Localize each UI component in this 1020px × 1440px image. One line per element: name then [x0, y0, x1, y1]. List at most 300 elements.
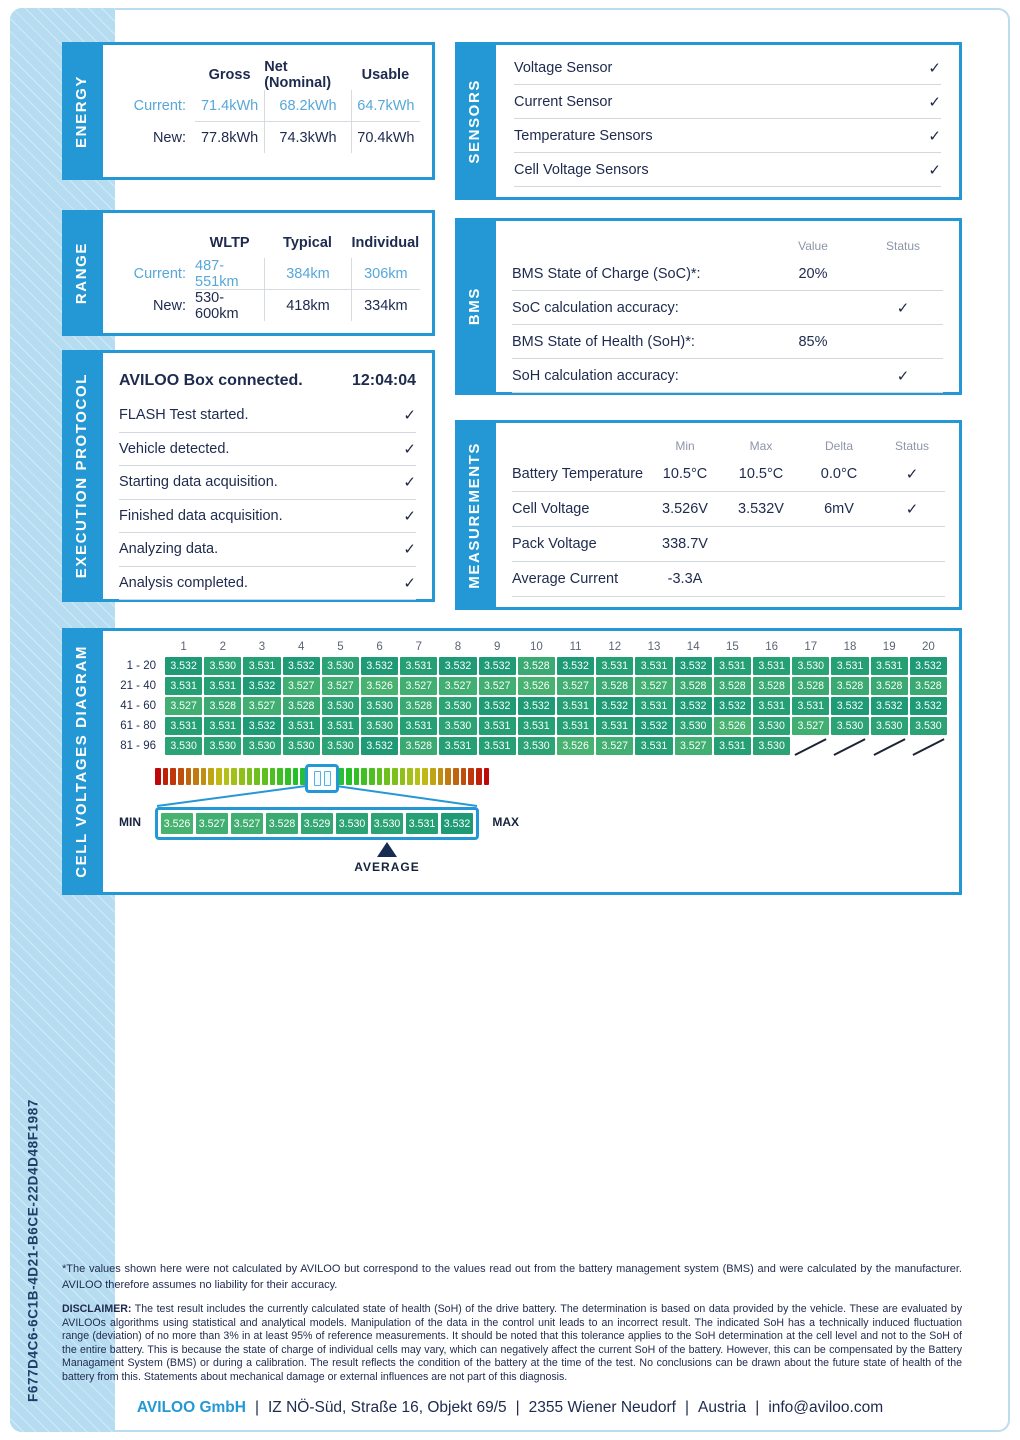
cv-value-cell: 3.531: [635, 697, 672, 715]
column-header: Gross: [208, 66, 251, 83]
cv-value-cell: 3.531: [792, 697, 829, 715]
cv-value-cell: 3.530: [243, 737, 280, 755]
cv-value-cell: 3.528: [204, 697, 241, 715]
color-bar-segment: [270, 768, 276, 785]
energy-tab-label: ENERGY: [72, 74, 90, 148]
color-bar-segment: [430, 768, 436, 785]
cv-value-cell: 3.531: [753, 657, 790, 675]
cv-value-cell: 3.531: [165, 717, 202, 735]
measurement-label: Average Current: [512, 571, 619, 587]
color-bar-segment: [239, 768, 245, 785]
check-icon: ✓: [403, 541, 416, 559]
cell-voltages-tab: [62, 628, 100, 895]
cv-column-number: 4: [297, 641, 305, 653]
cv-value-cell: 3.531: [596, 717, 633, 735]
cv-value-cell: 3.532: [439, 657, 476, 675]
bms-header-row: [512, 229, 943, 257]
protocol-step-label: Analyzing data.: [119, 541, 219, 558]
measurement-value: 10.5°C: [662, 466, 708, 482]
sensors-content: [493, 42, 962, 200]
check-icon: ✓: [928, 93, 941, 111]
cv-value-cell: 3.532: [165, 657, 202, 675]
zoom-strip-cell: 3.526: [161, 813, 193, 834]
protocol-step-row: [119, 399, 416, 433]
cv-value-cell: 3.531: [400, 717, 437, 735]
color-bar-segment: [476, 768, 482, 785]
column-header: Individual: [351, 234, 420, 251]
zoom-strip-cell: 3.530: [371, 813, 403, 834]
cv-value-cell: 3.532: [871, 697, 908, 715]
color-bar-segment: [377, 768, 383, 785]
footer-separator: |: [515, 1399, 520, 1416]
cv-row-label: 61 - 80: [120, 720, 156, 732]
bms-tab-label: BMS: [465, 287, 483, 326]
footer-item: 2355 Wiener Neudorf: [528, 1399, 676, 1416]
stat-value: 334km: [351, 290, 420, 321]
bms-row-value: 85%: [798, 333, 828, 350]
footer: [0, 1399, 1020, 1417]
bms-row-label: BMS State of Health (SoH)*:: [512, 333, 695, 350]
cv-column-number: 6: [376, 641, 383, 653]
range-tab: [62, 210, 100, 336]
zoom-strip-cell: 3.528: [266, 813, 298, 834]
stat-value: 306km: [351, 258, 420, 290]
measurements-content: [493, 420, 962, 610]
execution-protocol-tab-label: EXECUTION PROTOCOL: [72, 373, 90, 579]
zoom-strip-cell: 3.532: [441, 813, 473, 834]
cv-value-cell: 3.532: [243, 717, 280, 735]
measurement-label: Cell Voltage: [512, 501, 590, 517]
cv-value-cell: 3.532: [283, 657, 320, 675]
scale-connector-lines: [155, 785, 555, 807]
stat-value: 530-600km: [195, 289, 239, 322]
cv-value-cell: 3.527: [400, 677, 437, 695]
stat-value: 68.2kWh: [264, 90, 351, 122]
cv-value-cell: 3.528: [792, 677, 829, 695]
protocol-step-label: FLASH Test started.: [119, 407, 249, 424]
cv-value-cell: 3.530: [753, 737, 790, 755]
cv-value-cell: 3.526: [557, 737, 594, 755]
average-marker-icon: [377, 842, 397, 857]
measurement-label: Battery Temperature: [512, 466, 644, 482]
color-bar-segment: [231, 768, 237, 785]
execution-protocol-tab: [62, 350, 100, 602]
certificate-id: F677D4C6-6C1B-4D21-B6CE-22D4D48F1987: [25, 1099, 41, 1402]
spacer: [512, 453, 647, 457]
bms-section: [455, 218, 962, 395]
protocol-step-label: Vehicle detected.: [119, 440, 230, 457]
range-table: [103, 213, 432, 327]
protocol-step-row: [119, 433, 416, 467]
stat-value: 70.4kWh: [351, 122, 420, 153]
stat-value: 418km: [264, 290, 351, 321]
cv-row-label: 1 - 20: [126, 660, 156, 672]
color-bar-segment: [461, 768, 467, 785]
spacer: [512, 229, 763, 257]
cv-value-cell: 3.528: [753, 677, 790, 695]
bms-rows: [512, 257, 943, 393]
measurements-section: [455, 420, 962, 610]
sensor-row: [514, 51, 941, 85]
cv-column-number: 18: [843, 641, 857, 653]
range-section: [62, 210, 435, 336]
cv-value-cell: 3.532: [596, 697, 633, 715]
column-header: Typical: [283, 234, 332, 251]
average-marker-zone: [155, 837, 585, 879]
cell-voltages-section: [62, 628, 962, 895]
bms-row: [512, 291, 943, 325]
cv-column-number: 16: [765, 641, 778, 653]
cv-column-number: 11: [569, 641, 582, 653]
cv-value-cell: 3.531: [871, 657, 908, 675]
measurements-tab: [455, 420, 493, 610]
cv-value-cell: 3.531: [635, 737, 672, 755]
check-icon: ✓: [905, 466, 919, 483]
measurement-value: 0.0°C: [820, 466, 858, 482]
disclaimer-text: [62, 1303, 962, 1384]
cv-value-cell: 3.530: [361, 697, 398, 715]
cv-column-number: 13: [647, 641, 661, 653]
cv-row-label: 21 - 40: [120, 680, 156, 692]
delta-column-header: Delta: [824, 439, 853, 453]
color-bar-segment: [193, 768, 199, 785]
range-content: [100, 210, 435, 336]
cv-column-number: 8: [454, 641, 462, 653]
protocol-step-label: Finished data acquisition.: [119, 507, 283, 524]
cv-value-cell: 3.531: [439, 737, 476, 755]
sensor-row: [514, 85, 941, 119]
spacer: [109, 227, 195, 258]
cv-value-cell: 3.530: [322, 737, 359, 755]
cv-column-number: 20: [922, 641, 935, 653]
footer-item: Austria: [698, 1399, 747, 1416]
energy-content: [100, 42, 435, 180]
cv-value-cell: 3.527: [635, 677, 672, 695]
protocol-step-label: Analysis completed.: [119, 574, 248, 591]
disclaimer-body: The test result includes the currently calculated state of health (SoH) of the drive battery. The determination is based on data provided by the vehicle. These are evaluated by AVILOOs algorithms using statistical and analytical models. Manipulation of the data in the control unit leads to an incorrect result. The indicated SoH has a technically induced fluctuation range (deviation) of no more than 3% in at least 95% of reference measurements. It should be noted that this tolerance applies to the SoH determination at the cell level and not to the SoH of the entire battery. This is because the state of charge of individual cells may vary, which can negatively affect the current SoH of the battery. However, this can be compensated by the Battery Managament System (BMS) or during a calibration. The result reflects the condition of the battery at the time of the test. No conclusions can be drawn about the future state of health of the battery from this. Statements about mechanical damage or external influences are not part of this diagnosis.: [62, 1303, 962, 1383]
color-bar-segment: [392, 768, 398, 785]
protocol-step-label: Starting data acquisition.: [119, 474, 278, 491]
stat-value: 487-551km: [195, 258, 264, 290]
sensor-row: [514, 119, 941, 153]
cv-column-number: 14: [686, 641, 700, 653]
color-bar-segment: [155, 768, 161, 785]
color-bar-segment: [438, 768, 444, 785]
zoom-strip-row: [119, 807, 519, 837]
max-column-header: Max: [749, 439, 773, 453]
cv-value-cell: 3.528: [400, 697, 437, 715]
cv-value-cell: 3.532: [831, 697, 868, 715]
check-icon: ✓: [403, 474, 416, 492]
check-icon: ✓: [928, 127, 941, 145]
box-connected-label: AVILOO Box connected.: [119, 372, 303, 389]
row-label: New:: [152, 129, 186, 146]
bms-status-column-header: Status: [885, 239, 921, 253]
cv-value-cell: 3.531: [204, 717, 241, 735]
bms-row-label: BMS State of Charge (SoC)*:: [512, 265, 701, 282]
measurement-row: [512, 527, 945, 562]
sensor-label: Voltage Sensor: [514, 59, 613, 76]
cv-value-cell: 3.531: [714, 657, 751, 675]
cv-value-cell: 3.526: [714, 717, 751, 735]
footer-item: IZ NÖ-Süd, Straße 16, Objekt 69/5: [267, 1399, 507, 1416]
cv-value-cell: 3.531: [165, 677, 202, 695]
color-bar-segment: [400, 768, 406, 785]
sensor-label: Cell Voltage Sensors: [514, 161, 649, 178]
check-icon: ✓: [905, 501, 919, 518]
sensors-list: [514, 51, 941, 187]
bms-row-value: 20%: [798, 265, 828, 282]
cv-value-cell: 3.527: [596, 737, 633, 755]
protocol-step-row: [119, 533, 416, 567]
cv-value-cell: 3.531: [518, 717, 555, 735]
min-label: MIN: [119, 815, 141, 829]
cv-column-number: 5: [337, 641, 344, 653]
cv-value-cell: 3.532: [910, 657, 947, 675]
color-bar-segment: [338, 768, 344, 785]
cell-voltage-table: [113, 639, 947, 755]
check-icon: ✓: [896, 299, 910, 317]
row-label: Current:: [133, 97, 186, 114]
cv-value-cell: 3.530: [204, 657, 241, 675]
zoom-strip-cell: 3.527: [196, 813, 228, 834]
cv-column-number: 15: [726, 641, 739, 653]
zoom-strip: [155, 807, 479, 840]
execution-steps: [119, 399, 416, 600]
footer-item: info@aviloo.com: [768, 1399, 884, 1416]
check-icon: ✓: [928, 59, 941, 77]
cv-value-cell: 3.530: [361, 717, 398, 735]
cv-value-cell: 3.531: [714, 737, 751, 755]
status-column-header: Status: [894, 439, 930, 453]
bms-row: [512, 359, 943, 393]
color-bar-segment: [178, 768, 184, 785]
execution-protocol-content: [100, 350, 435, 602]
measurement-value: 3.532V: [738, 501, 784, 517]
color-bar-segment: [247, 768, 253, 785]
cv-value-cell: 3.531: [831, 657, 868, 675]
cv-value-cell: 3.528: [675, 677, 712, 695]
protocol-step-row: [119, 500, 416, 534]
stat-value: 77.8kWh: [200, 129, 259, 146]
color-bar-segment: [354, 768, 360, 785]
cv-value-cell: 3.528: [596, 677, 633, 695]
cv-value-cell: 3.527: [479, 677, 516, 695]
zoom-strip-cell: 3.530: [336, 813, 368, 834]
cv-value-cell: 3.527: [322, 677, 359, 695]
check-icon: ✓: [403, 407, 416, 425]
cv-value-cell: 3.528: [714, 677, 751, 695]
spacer: [109, 59, 195, 90]
cv-value-cell: 3.532: [910, 697, 947, 715]
cv-row-label: 41 - 60: [120, 700, 156, 712]
cv-column-number: 9: [493, 641, 501, 653]
color-bar-segment: [384, 768, 390, 785]
cv-value-cell: 3.530: [322, 657, 359, 675]
cv-empty-cell: [831, 737, 868, 755]
cv-value-cell: 3.530: [283, 737, 320, 755]
cv-value-cell: 3.527: [675, 737, 712, 755]
cv-column-number: 1: [180, 641, 187, 653]
energy-tab: [62, 42, 100, 180]
check-icon: ✓: [403, 574, 416, 592]
color-bar-segment: [201, 768, 207, 785]
cv-value-cell: 3.530: [322, 697, 359, 715]
measurement-value: 338.7V: [662, 536, 708, 552]
color-bar-segment: [484, 768, 490, 785]
zoom-strip-cell: 3.531: [406, 813, 438, 834]
stat-value: 64.7kWh: [351, 90, 420, 122]
column-header: Usable: [361, 66, 410, 83]
cv-value-cell: 3.528: [831, 677, 868, 695]
cv-value-cell: 3.527: [792, 717, 829, 735]
color-bar-segment: [369, 768, 375, 785]
color-bar-segment: [186, 768, 192, 785]
cv-value-cell: 3.531: [479, 717, 516, 735]
cv-value-cell: 3.530: [792, 657, 829, 675]
energy-table: [103, 45, 432, 159]
execution-header-row: [119, 363, 416, 399]
color-bar-segment: [224, 768, 230, 785]
color-bar-segment: [262, 768, 268, 785]
range-tab-label: RANGE: [72, 241, 90, 305]
cv-empty-cell: [910, 737, 947, 755]
connection-time: 12:04:04: [351, 372, 416, 389]
cv-value-cell: 3.526: [361, 677, 398, 695]
footer-address: [246, 1399, 883, 1416]
color-bar-segment: [208, 768, 214, 785]
cv-value-cell: 3.530: [518, 737, 555, 755]
sensors-section: [455, 42, 962, 200]
color-bar-segment: [254, 768, 260, 785]
cv-value-cell: 3.528: [283, 697, 320, 715]
footer-separator: |: [755, 1399, 760, 1416]
cv-value-cell: 3.531: [753, 697, 790, 715]
cv-value-cell: 3.528: [910, 677, 947, 695]
cv-value-cell: 3.527: [439, 677, 476, 695]
cv-column-number: 3: [258, 641, 266, 653]
cv-empty-cell: [792, 737, 829, 755]
cv-value-cell: 3.530: [675, 717, 712, 735]
cv-column-number: 2: [219, 641, 226, 653]
cv-value-cell: 3.531: [204, 677, 241, 695]
cv-value-cell: 3.532: [243, 677, 280, 695]
color-bar-segment: [361, 768, 367, 785]
cv-value-cell: 3.531: [557, 717, 594, 735]
cv-value-cell: 3.530: [439, 717, 476, 735]
cv-value-cell: 3.526: [518, 677, 555, 695]
cv-row-label: 81 - 96: [120, 740, 156, 752]
cv-empty-cell: [871, 737, 908, 755]
cv-value-cell: 3.531: [635, 657, 672, 675]
color-bar-segment: [285, 768, 291, 785]
company-name: AVILOO GmbH: [136, 1399, 246, 1416]
measurements-header-row: [512, 431, 945, 457]
footer-separator: |: [254, 1399, 259, 1416]
sensors-tab: [455, 42, 493, 200]
stat-value: 384km: [264, 258, 351, 290]
cv-value-cell: 3.531: [596, 657, 633, 675]
measurement-row: [512, 457, 945, 492]
cv-value-cell: 3.532: [479, 657, 516, 675]
measurement-row: [512, 492, 945, 527]
color-bar-segment: [216, 768, 222, 785]
check-icon: ✓: [403, 440, 416, 458]
bms-row: [512, 257, 943, 291]
cv-value-cell: 3.532: [675, 697, 712, 715]
row-label: New:: [152, 297, 186, 314]
color-bar-segment: [422, 768, 428, 785]
cv-value-cell: 3.530: [165, 737, 202, 755]
max-label: MAX: [492, 815, 519, 829]
protocol-step-row: [119, 567, 416, 601]
cv-value-cell: 3.532: [635, 717, 672, 735]
cv-value-cell: 3.531: [243, 657, 280, 675]
cell-voltages-content: [100, 628, 962, 895]
row-label: Current:: [133, 265, 186, 282]
cv-value-cell: 3.531: [479, 737, 516, 755]
measurement-label: Pack Voltage: [512, 536, 597, 552]
cv-value-cell: 3.532: [361, 657, 398, 675]
color-bar-segment: [293, 768, 299, 785]
cv-value-cell: 3.530: [439, 697, 476, 715]
cv-value-cell: 3.530: [831, 717, 868, 735]
sensors-tab-label: SENSORS: [465, 78, 483, 164]
cv-value-cell: 3.532: [361, 737, 398, 755]
cv-column-number: 10: [530, 641, 543, 653]
stat-value: 74.3kWh: [264, 122, 351, 153]
cv-value-cell: 3.531: [400, 657, 437, 675]
check-icon: ✓: [928, 161, 941, 179]
footer-separator: |: [685, 1399, 690, 1416]
average-label: AVERAGE: [354, 860, 420, 874]
check-icon: ✓: [896, 367, 910, 385]
color-bar-segment: [163, 768, 169, 785]
cv-value-cell: 3.530: [753, 717, 790, 735]
scale-zoom-window: [305, 764, 339, 793]
bms-row: [512, 325, 943, 359]
sensor-label: Current Sensor: [514, 93, 613, 110]
cv-value-cell: 3.531: [283, 717, 320, 735]
column-header: Net (Nominal): [264, 58, 332, 91]
cv-value-cell: 3.527: [243, 697, 280, 715]
voltage-scale-assembly: [119, 768, 585, 879]
bms-row-label: SoH calculation accuracy:: [512, 367, 679, 384]
cv-column-number: 12: [608, 641, 622, 653]
cv-value-cell: 3.532: [479, 697, 516, 715]
execution-protocol-section: [62, 350, 435, 602]
column-header: WLTP: [209, 234, 250, 251]
energy-section: [62, 42, 435, 180]
voltage-color-bar: [155, 768, 489, 785]
cv-value-cell: 3.532: [714, 697, 751, 715]
color-bar-segment: [445, 768, 451, 785]
cv-value-cell: 3.527: [165, 697, 202, 715]
stat-value: 71.4kWh: [195, 90, 264, 122]
color-bar-segment: [277, 768, 283, 785]
color-bar-segment: [415, 768, 421, 785]
cv-column-number: 19: [882, 641, 896, 653]
measurement-row: [512, 562, 945, 597]
cv-value-cell: 3.530: [871, 717, 908, 735]
measurement-value: 3.526V: [662, 501, 708, 517]
check-icon: ✓: [403, 507, 416, 525]
cv-value-cell: 3.531: [322, 717, 359, 735]
measurements-rows: [512, 457, 945, 597]
color-bar-segment: [407, 768, 413, 785]
measurements-tab-label: MEASUREMENTS: [465, 441, 483, 589]
sensor-row: [514, 153, 941, 187]
